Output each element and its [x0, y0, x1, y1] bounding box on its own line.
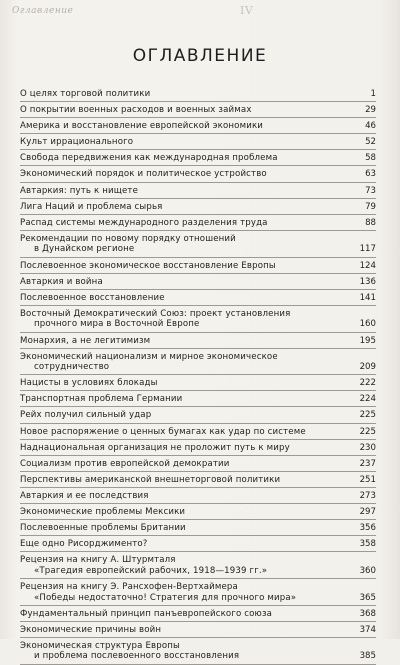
- toc-entry: [20, 456, 376, 472]
- toc-entry: [20, 231, 376, 258]
- toc-entry-title: [20, 507, 354, 518]
- toc-entry-page-number: 222: [359, 378, 376, 389]
- toc-entry-page-number: 52: [365, 137, 376, 148]
- toc-entry-title: [20, 641, 354, 662]
- toc-entry-title-line: Культ иррационального: [20, 137, 134, 148]
- toc-entry: [20, 606, 376, 622]
- bleed-through-text: [0, 0, 400, 30]
- toc-entry-title-line: Экономический порядок и политическое устройство: [20, 169, 267, 180]
- toc-entry: [20, 215, 376, 231]
- toc-entry-title: [20, 261, 354, 272]
- toc-entry-title: [20, 427, 354, 438]
- toc-entry: [20, 290, 376, 306]
- toc-entry-title: [20, 234, 354, 255]
- toc-entry-page-number: 360: [359, 565, 376, 576]
- toc-entry-title: [20, 202, 354, 213]
- toc-entry-title: [20, 539, 354, 550]
- toc-entry-page-number: 385: [359, 651, 376, 662]
- toc-entry-page-number: 356: [359, 523, 376, 534]
- toc-entry-page-number: 368: [359, 608, 376, 619]
- toc-entry-title-line: О целях торговой политики: [20, 89, 151, 99]
- toc-entry: [20, 118, 376, 134]
- toc-entry: [20, 520, 376, 536]
- toc-entry: [20, 150, 376, 166]
- toc-entry-title-line: О покрытии военных расходов и военных займах: [20, 105, 252, 116]
- toc-entry-title: [20, 293, 354, 304]
- toc-entry-title-line: Послевоенное восстановление: [20, 292, 165, 303]
- toc-entry-page-number: 63: [365, 169, 376, 180]
- toc-entry-title-line: Автаркия и война: [20, 276, 103, 287]
- toc-entry-title-line: Автаркия и ее последствия: [20, 490, 149, 501]
- toc-entry-title: [20, 378, 354, 389]
- toc-entry-page-number: 209: [359, 362, 376, 373]
- toc-entry-page-number: 297: [359, 507, 376, 518]
- toc-entry-title-line: Еще одно Рисорджименто?: [20, 539, 148, 550]
- toc-entry-title-line: Транспортная проблема Германии: [20, 394, 183, 405]
- toc-entry-title: [20, 475, 354, 486]
- toc-entry: [20, 622, 376, 638]
- toc-entry-page-number: 160: [359, 319, 376, 330]
- toc-entry: [20, 638, 376, 665]
- toc-entry: [20, 536, 376, 552]
- toc-entry-title: [20, 309, 354, 330]
- toc-entry-title: [20, 105, 354, 116]
- toc-entry-page-number: 46: [365, 121, 376, 132]
- toc-entry-title-line: Перспективы американской внешнеторговой политики: [20, 474, 281, 485]
- toc-entry-page-number: 136: [359, 276, 376, 287]
- toc-entry-page-number: 141: [359, 292, 376, 303]
- toc-entry-page-number: 273: [359, 490, 376, 501]
- toc-entry: [20, 552, 376, 579]
- toc-entry-page-number: 365: [359, 592, 376, 603]
- toc-entry-page-number: 230: [359, 442, 376, 453]
- toc-entry: [20, 375, 376, 391]
- toc-entry-title: [20, 609, 354, 620]
- toc-entry-title: [20, 137, 354, 148]
- toc-entry-page-number: 124: [359, 260, 376, 271]
- toc-entry-title-line: Автаркия: путь к нищете: [20, 185, 139, 196]
- toc-entry: [20, 579, 376, 606]
- toc-entry: [20, 424, 376, 440]
- toc-entry-title-line: Экономические проблемы Мексики: [20, 507, 186, 518]
- toc-entry-page-number: 58: [365, 153, 376, 164]
- toc-entry-title-line: Свобода передвижения как международная проблема: [20, 153, 278, 164]
- toc-entry-title-line: Рейх получил сильный удар: [20, 410, 152, 421]
- toc-entry-title-line: Экономические причины войн: [20, 624, 162, 635]
- toc-entry-title: [20, 491, 354, 502]
- toc-entry: [20, 472, 376, 488]
- toc-entry-title: [20, 169, 354, 180]
- toc-entry-title: [20, 555, 354, 576]
- toc-entry-title: [20, 394, 354, 405]
- toc-entry-title-continuation: прочного мира в Восточной Европе: [34, 319, 200, 330]
- toc-entry: [20, 166, 376, 182]
- toc-entry: [20, 333, 376, 349]
- toc-entry-page-number: 225: [359, 426, 376, 437]
- toc-entry: [20, 258, 376, 274]
- toc-entry-title: [20, 523, 354, 534]
- toc-entry: [20, 504, 376, 520]
- toc-entry-title-line: Рецензия на книгу А. Штурмталя: [20, 555, 176, 566]
- toc-entry: [20, 306, 376, 333]
- toc-entry-page-number: 73: [365, 185, 376, 196]
- toc-entry-title: [20, 153, 354, 164]
- toc-entry: [20, 134, 376, 150]
- toc-entry: [20, 86, 376, 102]
- toc-entry: [20, 349, 376, 376]
- toc-entry-page-number: 195: [359, 335, 376, 346]
- toc-entry-title: [20, 582, 354, 603]
- toc-entry-page-number: 358: [359, 539, 376, 550]
- toc-entry-title-continuation: сотрудничество: [34, 362, 110, 373]
- toc-entry-page-number: 79: [365, 201, 376, 212]
- toc-entry-page-number: 29: [365, 105, 376, 116]
- toc-entry-page-number: 251: [359, 474, 376, 485]
- toc-entry-title-continuation: «Трагедия европейский рабочих, 1918—1939 гг.»: [34, 565, 268, 576]
- toc-entry-title-line: Экономическая структура Европы: [20, 640, 180, 651]
- toc-entry-page-number: 224: [359, 394, 376, 405]
- toc-entry-title-line: Послевоенные проблемы Британии: [20, 523, 186, 534]
- toc-entry-page-number: 117: [359, 244, 376, 255]
- toc-entry: [20, 199, 376, 215]
- toc-entry-title-line: Лига Наций и проблема сырья: [20, 201, 163, 212]
- toc-entry-title: [20, 89, 354, 100]
- toc-entry-title-line: Рецензия на книгу Э. Рансхофен-Вертхаймера: [20, 582, 238, 592]
- toc-entry-title-line: Экономический национализм и мирное экономическое: [20, 351, 278, 362]
- toc-entry: [20, 102, 376, 118]
- toc-entry-title-line: Монархия, а не легитимизм: [20, 335, 151, 346]
- toc-entry-title-line: Социализм против европейской демократии: [20, 458, 230, 469]
- toc-entry-title: [20, 277, 354, 288]
- toc-entry-title: [20, 336, 354, 347]
- toc-entry: [20, 274, 376, 290]
- toc-entry-title: [20, 186, 354, 197]
- toc-entry: [20, 407, 376, 423]
- toc-entry-title: [20, 121, 354, 132]
- toc-entry-page-number: 88: [365, 217, 376, 228]
- toc-entry-title-line: Нацисты в условиях блокады: [20, 378, 158, 389]
- toc-entry-title-line: Восточный Демократический Союз: проект установления: [20, 308, 291, 319]
- toc-entry-page-number: 237: [359, 458, 376, 469]
- table-of-contents: [20, 86, 376, 665]
- toc-entry: [20, 440, 376, 456]
- toc-entry-title-line: Америка и восстановление европейской экономики: [20, 121, 264, 132]
- toc-entry-title-line: Наднациональная организация не проложит путь к миру: [20, 442, 290, 453]
- toc-entry: [20, 488, 376, 504]
- toc-entry-title-line: Распад системы международного разделения труда: [20, 217, 268, 228]
- toc-entry-title: [20, 459, 354, 470]
- page-title: ОГЛАВЛЕНИЕ: [132, 46, 268, 66]
- toc-entry-title: [20, 218, 354, 229]
- toc-entry-title-line: Рекомендации по новому порядку отношений: [20, 233, 236, 244]
- bleed-through-right: IV: [240, 4, 254, 17]
- toc-entry-title-continuation: «Победы недостаточно! Стратегия для прочного мира»: [34, 592, 297, 603]
- toc-entry: [20, 391, 376, 407]
- bleed-through-left: Оглавление: [12, 6, 74, 16]
- toc-entry-title-continuation: и проблема послевоенного восстановления: [34, 651, 240, 662]
- toc-entry-title-line: Фундаментальный принцип панъевропейского союза: [20, 608, 273, 619]
- toc-entry-title: [20, 443, 354, 454]
- toc-entry-page-number: 1: [370, 89, 376, 99]
- toc-entry-title-continuation: в Дунайском регионе: [34, 244, 135, 255]
- toc-entry-page-number: 374: [359, 624, 376, 635]
- toc-entry-page-number: 225: [359, 410, 376, 421]
- toc-entry-title: [20, 410, 354, 421]
- toc-entry: [20, 183, 376, 199]
- toc-entry-title: [20, 352, 354, 373]
- toc-entry-title: [20, 625, 354, 636]
- toc-entry-title-line: Новое распоряжение о ценных бумагах как удар по системе: [20, 426, 306, 437]
- toc-entry-title-line: Послевоенное экономическое восстановление Европы: [20, 260, 276, 271]
